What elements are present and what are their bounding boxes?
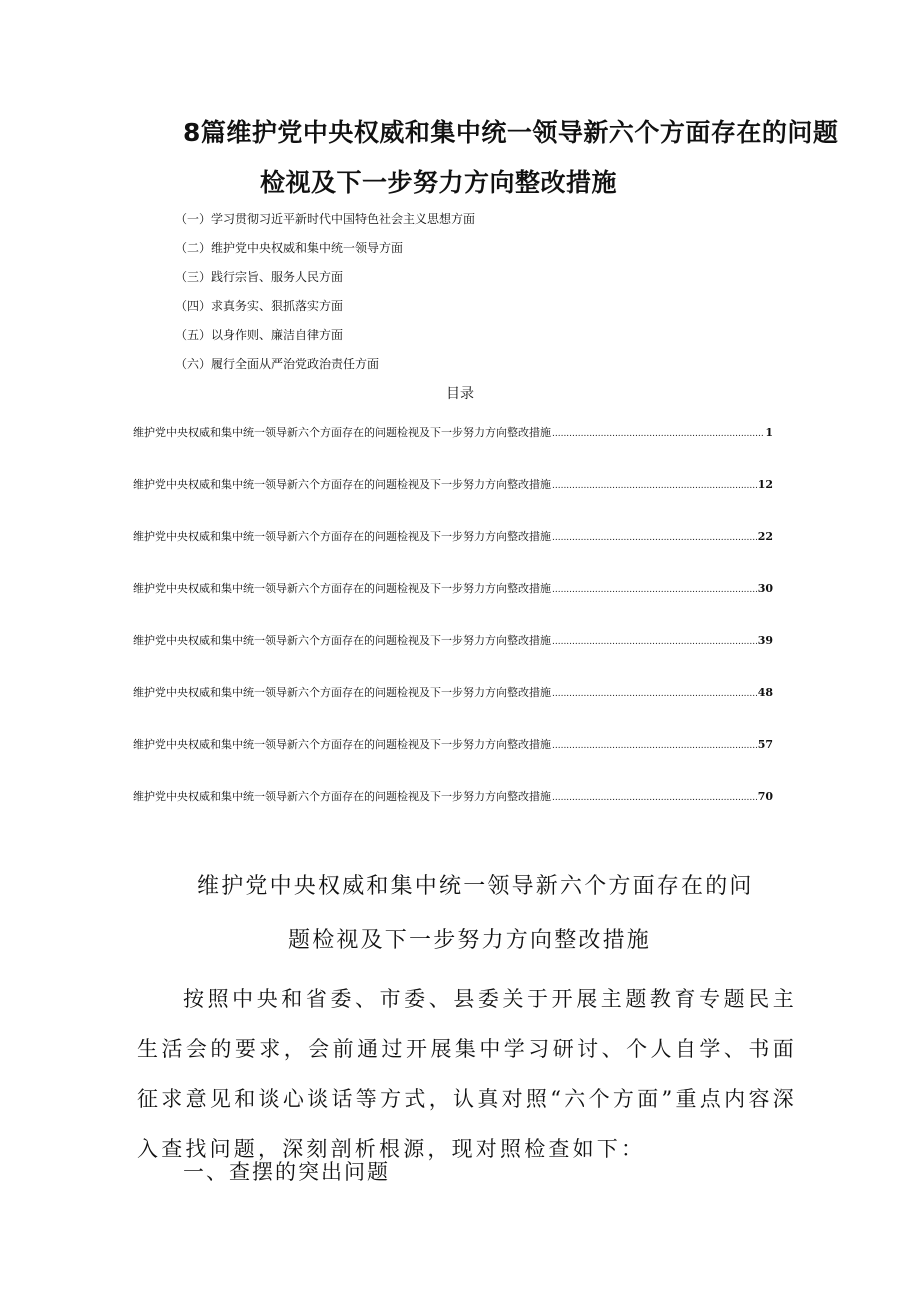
- toc-leader-dots: [552, 635, 757, 649]
- toc-entry[interactable]: [133, 686, 773, 738]
- toc-entry[interactable]: [133, 634, 773, 686]
- toc-entry-page: 30: [757, 582, 773, 595]
- toc-entry[interactable]: [133, 790, 773, 842]
- table-of-contents: [133, 426, 773, 842]
- toc-leader-dots: [552, 739, 757, 753]
- toc-leader-dots: [552, 427, 764, 441]
- toc-entry-title: 维护党中央权威和集中统一领导新六个方面存在的问题检视及下一步努力方向整改措施: [133, 686, 551, 699]
- toc-entry-title: 维护党中央权威和集中统一领导新六个方面存在的问题检视及下一步努力方向整改措施: [133, 426, 551, 439]
- toc-entry-title: 维护党中央权威和集中统一领导新六个方面存在的问题检视及下一步努力方向整改措施: [133, 582, 551, 595]
- toc-entry-page: 57: [757, 738, 773, 751]
- document-title-line-2: 检视及下一步努力方向整改措施: [260, 168, 618, 197]
- toc-heading: 目录: [446, 386, 474, 402]
- toc-entry-page: 39: [757, 634, 773, 647]
- intro-paragraph: 按照中央和省委、市委、县委关于开展主题教育专题民主生活会的要求，会前通过开展集中学习研讨、个人自学、书面征求意见和谈心谈话等方式，认真对照“六个方面”重点内容深入查找问题，深刻剖析根源，现对照检查如下：: [137, 987, 797, 1161]
- toc-entry-page: 70: [757, 790, 773, 803]
- toc-entry-title: 维护党中央权威和集中统一领导新六个方面存在的问题检视及下一步努力方向整改措施: [133, 790, 551, 803]
- toc-leader-dots: [552, 687, 757, 701]
- body-title-line-2: 题检视及下一步努力方向整改措施: [288, 928, 652, 953]
- toc-entry-title: 维护党中央权威和集中统一领导新六个方面存在的问题检视及下一步努力方向整改措施: [133, 478, 551, 491]
- aspect-item: （一）学习贯彻习近平新时代中国特色社会主义思想方面: [175, 212, 476, 226]
- toc-entry[interactable]: [133, 738, 773, 790]
- body-title-line-1: 维护党中央权威和集中统一领导新六个方面存在的问: [197, 874, 754, 899]
- toc-entry-page: 12: [757, 478, 773, 491]
- aspect-item: （五）以身作则、廉洁自律方面: [175, 328, 344, 342]
- toc-entry-page: 1: [765, 426, 773, 439]
- toc-entry-page: 48: [757, 686, 773, 699]
- aspect-item: （六）履行全面从严治党政治责任方面: [175, 357, 380, 371]
- aspect-item: （三）践行宗旨、服务人民方面: [175, 270, 344, 284]
- toc-entry-page: 22: [757, 530, 773, 543]
- toc-leader-dots: [552, 583, 757, 597]
- toc-entry[interactable]: [133, 530, 773, 582]
- toc-leader-dots: [552, 791, 757, 805]
- toc-leader-dots: [552, 531, 757, 545]
- aspects-list: [175, 212, 475, 386]
- toc-entry[interactable]: [133, 426, 773, 478]
- section-heading: 一、查摆的突出问题: [183, 1160, 390, 1184]
- aspect-item: （二）维护党中央权威和集中统一领导方面: [175, 241, 404, 255]
- aspect-item: （四）求真务实、狠抓落实方面: [175, 299, 344, 313]
- toc-entry-title: 维护党中央权威和集中统一领导新六个方面存在的问题检视及下一步努力方向整改措施: [133, 634, 551, 647]
- toc-leader-dots: [552, 479, 757, 493]
- toc-entry-title: 维护党中央权威和集中统一领导新六个方面存在的问题检视及下一步努力方向整改措施: [133, 738, 551, 751]
- toc-entry[interactable]: [133, 582, 773, 634]
- document-title-line-1: 8篇维护党中央权威和集中统一领导新六个方面存在的问题: [183, 118, 839, 147]
- toc-entry-title: 维护党中央权威和集中统一领导新六个方面存在的问题检视及下一步努力方向整改措施: [133, 530, 551, 543]
- toc-entry[interactable]: [133, 478, 773, 530]
